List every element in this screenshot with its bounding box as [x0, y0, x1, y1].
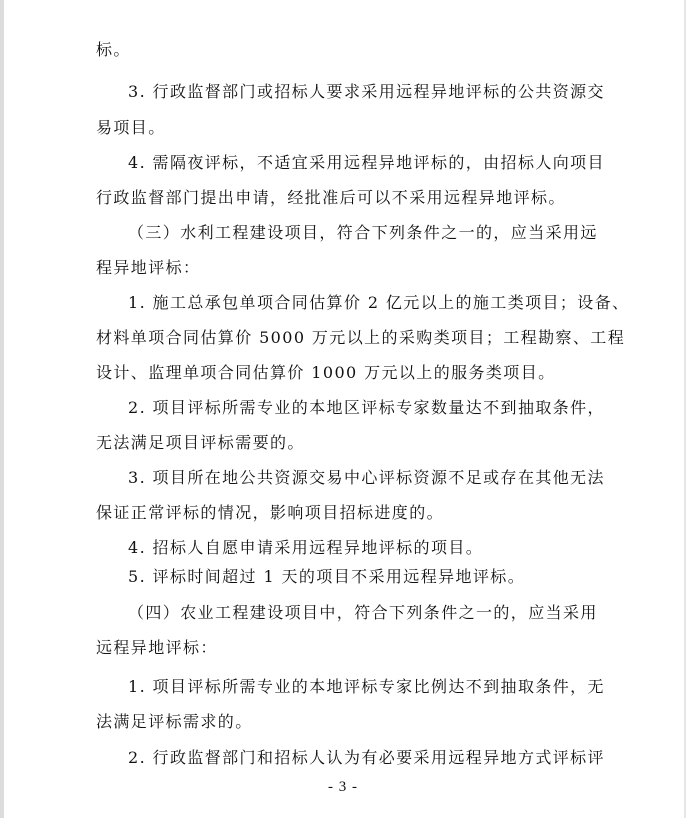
- text-line: 4. 招标人自愿申请采用远程异地评标的项目。: [128, 538, 484, 557]
- text-line: 2. 项目评标所需专业的本地区评标专家数量达不到抽取条件，: [128, 398, 605, 417]
- text-line: 4. 需隔夜评标，不适宜采用远程异地评标的，由招标人向项目: [128, 153, 605, 172]
- text-line: 标。: [96, 40, 131, 59]
- text-line: 程异地评标：: [96, 258, 201, 277]
- text-line: 法满足评标需求的。: [96, 712, 253, 731]
- text-line: 远程异地评标：: [96, 638, 218, 657]
- text-line: 1. 施工总承包单项合同估算价 2 亿元以上的施工类项目；设备、: [128, 293, 630, 312]
- text-line: 设计、监理单项合同估算价 1000 万元以上的服务类项目。: [96, 363, 556, 382]
- page-number: - 3 -: [328, 779, 358, 795]
- text-line: 3. 行政监督部门或招标人要求采用远程异地评标的公共资源交: [128, 82, 605, 101]
- text-line: 1. 项目评标所需专业的本地评标专家比例达不到抽取条件，无: [128, 677, 605, 696]
- text-line: 易项目。: [96, 118, 166, 137]
- page-left-edge: [0, 0, 4, 818]
- text-line: 行政监督部门提出申请，经批准后可以不采用远程异地评标。: [96, 188, 566, 207]
- text-line: （四）农业工程建设项目中，符合下列条件之一的，应当采用: [128, 603, 598, 622]
- text-line: 无法满足项目评标需要的。: [96, 433, 305, 452]
- text-line: 3. 项目所在地公共资源交易中心评标资源不足或存在其他无法: [128, 468, 605, 487]
- text-line: 5. 评标时间超过 1 天的项目不采用远程异地评标。: [128, 567, 526, 586]
- text-line: （三）水利工程建设项目，符合下列条件之一的，应当采用远: [128, 223, 598, 242]
- text-line: 材料单项合同估算价 5000 万元以上的采购类项目；工程勘察、工程: [96, 328, 626, 347]
- text-line: 2. 行政监督部门和招标人认为有必要采用远程异地方式评标评: [128, 748, 605, 767]
- text-line: 保证正常评标的情况，影响项目招标进度的。: [96, 503, 445, 522]
